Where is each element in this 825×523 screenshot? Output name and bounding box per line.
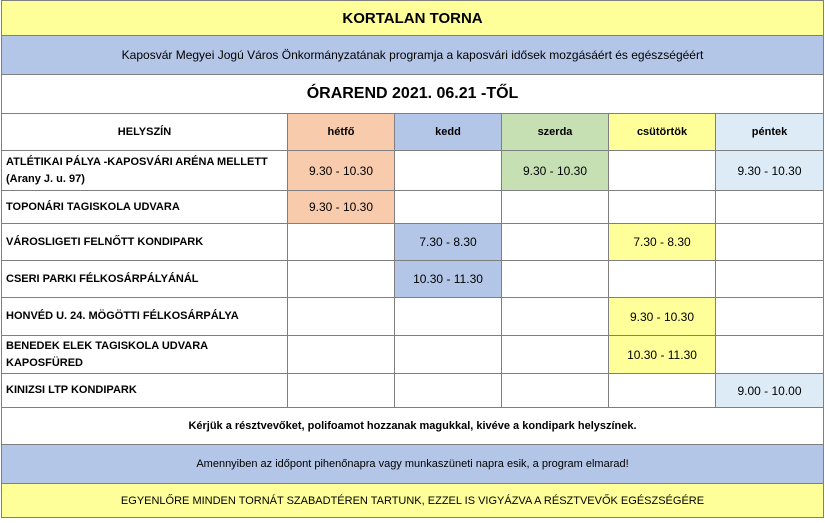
- header-thursday: csütörtök: [609, 114, 716, 151]
- time-cell-thursday: 10.30 - 11.30: [609, 336, 716, 374]
- location-cell: TOPONÁRI TAGISKOLA UDVARA: [2, 191, 288, 224]
- page-subtitle: Kaposvár Megyei Jogú Város Önkormányzatának programja a kaposvári idősek mozgásáért és egészségéért: [2, 36, 824, 75]
- time-cell-tuesday: [395, 151, 502, 191]
- time-cell-monday: 9.30 - 10.30: [288, 151, 395, 191]
- page-title: KORTALAN TORNA: [2, 1, 824, 36]
- time-cell-tuesday: [395, 336, 502, 374]
- time-cell-tuesday: [395, 374, 502, 408]
- time-cell-monday: [288, 336, 395, 374]
- time-cell-thursday: [609, 261, 716, 298]
- time-cell-wednesday: [502, 298, 609, 336]
- time-cell-tuesday: 10.30 - 11.30: [395, 261, 502, 298]
- time-cell-tuesday: [395, 191, 502, 224]
- table-row: [2, 224, 824, 261]
- time-cell-thursday: [609, 374, 716, 408]
- time-cell-friday: [716, 336, 824, 374]
- location-cell: CSERI PARKI FÉLKOSÁRPÁLYÁNÁL: [2, 261, 288, 298]
- time-cell-thursday: 9.30 - 10.30: [609, 298, 716, 336]
- location-cell: VÁROSLIGETI FELNŐTT KONDIPARK: [2, 224, 288, 261]
- table-row: [2, 261, 824, 298]
- note-polifoam: Kérjük a résztvevőket, polifoamot hozzanak magukkal, kivéve a kondipark helyszínek.: [2, 408, 824, 445]
- time-cell-monday: [288, 224, 395, 261]
- time-cell-tuesday: 7.30 - 8.30: [395, 224, 502, 261]
- location-name: ATLÉTIKAI PÁLYA -KAPOSVÁRI ARÉNA MELLETT: [6, 155, 268, 168]
- header-monday: hétfő: [288, 114, 395, 151]
- time-cell-thursday: [609, 191, 716, 224]
- header-friday: péntek: [716, 114, 824, 151]
- location-address: (Arany J. u. 97): [6, 172, 85, 185]
- location-cell: HONVÉD U. 24. MÖGÖTTI FÉLKOSÁRPÁLYA: [2, 298, 288, 336]
- time-cell-monday: [288, 261, 395, 298]
- time-cell-monday: [288, 374, 395, 408]
- schedule-title: ÓRAREND 2021. 06.21 -TŐL: [2, 75, 824, 114]
- time-cell-friday: 9.30 - 10.30: [716, 151, 824, 191]
- note-outdoor: EGYENLŐRE MINDEN TORNÁT SZABADTÉREN TARTUNK, EZZEL IS VIGYÁZVA A RÉSZTVEVŐK EGÉSZSÉGÉRE: [2, 484, 824, 518]
- table-row: [2, 298, 824, 336]
- time-cell-thursday: [609, 151, 716, 191]
- time-cell-wednesday: [502, 224, 609, 261]
- time-cell-wednesday: [502, 374, 609, 408]
- location-cell: KINIZSI LTP KONDIPARK: [2, 374, 288, 408]
- note-holiday: Amennyiben az időpont pihenőnapra vagy munkaszüneti napra esik, a program elmarad!: [2, 445, 824, 484]
- location-cell: [2, 336, 288, 374]
- time-cell-wednesday: [502, 191, 609, 224]
- time-cell-wednesday: [502, 336, 609, 374]
- time-cell-monday: 9.30 - 10.30: [288, 191, 395, 224]
- time-cell-friday: [716, 224, 824, 261]
- time-cell-monday: [288, 298, 395, 336]
- time-cell-wednesday: 9.30 - 10.30: [502, 151, 609, 191]
- time-cell-friday: 9.00 - 10.00: [716, 374, 824, 408]
- schedule-table: [1, 0, 824, 518]
- time-cell-friday: [716, 191, 824, 224]
- location-name: BENEDEK ELEK TAGISKOLA UDVARA: [6, 339, 209, 352]
- location-cell: [2, 151, 288, 191]
- time-cell-friday: [716, 261, 824, 298]
- header-tuesday: kedd: [395, 114, 502, 151]
- location-district: KAPOSFÜRED: [6, 356, 84, 369]
- time-cell-tuesday: [395, 298, 502, 336]
- time-cell-friday: [716, 298, 824, 336]
- header-wednesday: szerda: [502, 114, 609, 151]
- time-cell-thursday: 7.30 - 8.30: [609, 224, 716, 261]
- time-cell-wednesday: [502, 261, 609, 298]
- table-row: [2, 336, 824, 374]
- header-location: HELYSZÍN: [2, 114, 288, 151]
- table-row: [2, 374, 824, 408]
- table-row: [2, 191, 824, 224]
- table-row: [2, 151, 824, 191]
